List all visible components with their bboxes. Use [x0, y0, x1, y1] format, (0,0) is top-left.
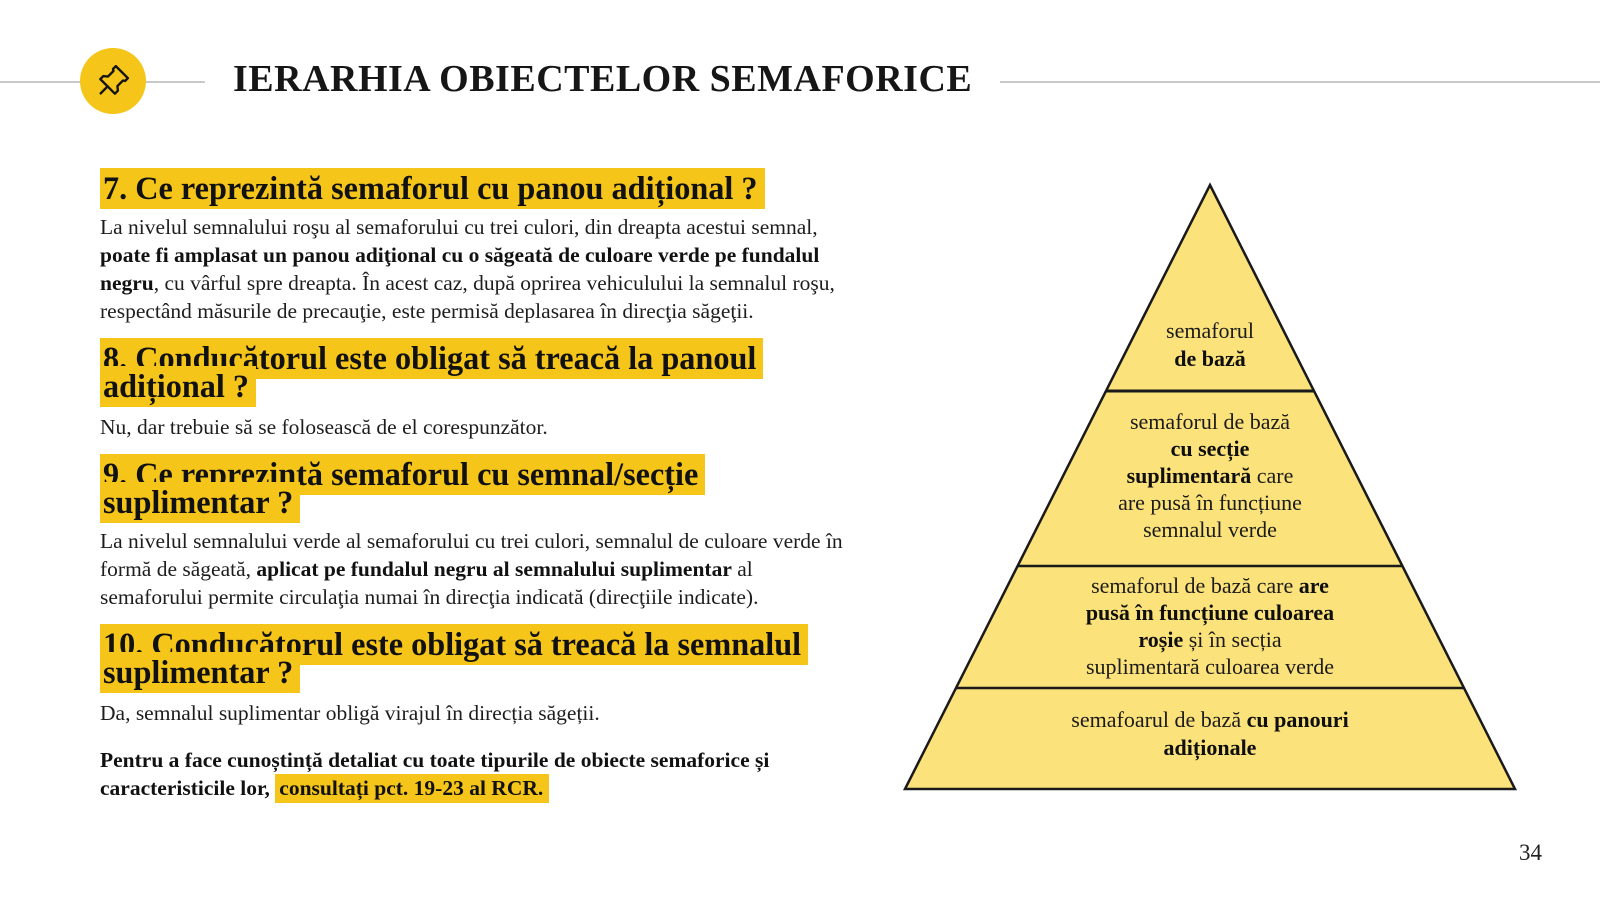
pushpin-icon — [94, 62, 132, 100]
question-9-highlight: 9. Ce reprezintă semaforul cu semnal/secție suplimentar ? — [100, 454, 705, 523]
answer-8-text: Nu, dar trebuie să se folosească de el corespunzător. — [100, 415, 548, 439]
qa-column — [100, 170, 844, 802]
question-8-heading — [100, 340, 844, 404]
question-8-highlight: 8. Conducătorul este obligat să treacă la panoul adițional ? — [100, 338, 763, 407]
pyramid-diagram — [890, 171, 1530, 803]
pushpin-badge — [80, 48, 146, 114]
question-9-heading — [100, 456, 844, 520]
pyramid-level-3-label: semaforul de bază care are pusă în funcțiune culoarea roșie și în secția suplimentară culoarea verde — [1085, 573, 1335, 679]
question-7-heading — [100, 170, 844, 206]
question-10-heading — [100, 626, 844, 690]
pyramid-level-2-label: semaforul de bază cu secție suplimentară care are pusă în funcțiune semnalul verde — [1118, 409, 1302, 542]
question-10-highlight: 10. Conducătorul este obligat să treacă la semnalul suplimentar ? — [100, 624, 808, 693]
answer-7-text: La nivelul semnalului roşu al semaforului cu trei culori, din dreapta acestui semnal, poate fi amplasat un panou adiţional cu o săgeată de culoare verde pe fundalul negru, cu vârful spre dreapta. În acest caz, după oprirea vehiculului la semnalul roşu, respectând măsurile de precauţie, este permisă deplasarea în direcţia săgeţii. — [100, 215, 835, 323]
question-7-highlight: 7. Ce reprezintă semaforul cu panou adițional ? — [100, 168, 765, 209]
answer-10-text: Da, semnalul suplimentar obligă virajul în direcția săgeții. — [100, 701, 600, 725]
pyramid-level-1-label: semaforul de bază — [1166, 318, 1254, 371]
page-number: 34 — [1519, 840, 1542, 865]
answer-9-text: La nivelul semnalului verde al semaforului cu trei culori, semnalul de culoare verde în formă de săgeată, aplicat pe fundalul negru al semnalului suplimentar al semaforului permite circulaţia numai în direcţia indicată (direcţiile indicate). — [100, 529, 843, 609]
footnote-text: Pentru a face cunoștință detaliat cu toate tipurile de obiecte semaforice și caracteristicile lor, consultați pct. 19-23 al RCR. — [100, 746, 844, 802]
page-title: IERARHIA OBIECTELOR SEMAFORICE — [205, 57, 1000, 101]
pyramid-level-4-label: semafoarul de bază cu panouri adiționale — [1071, 707, 1349, 760]
